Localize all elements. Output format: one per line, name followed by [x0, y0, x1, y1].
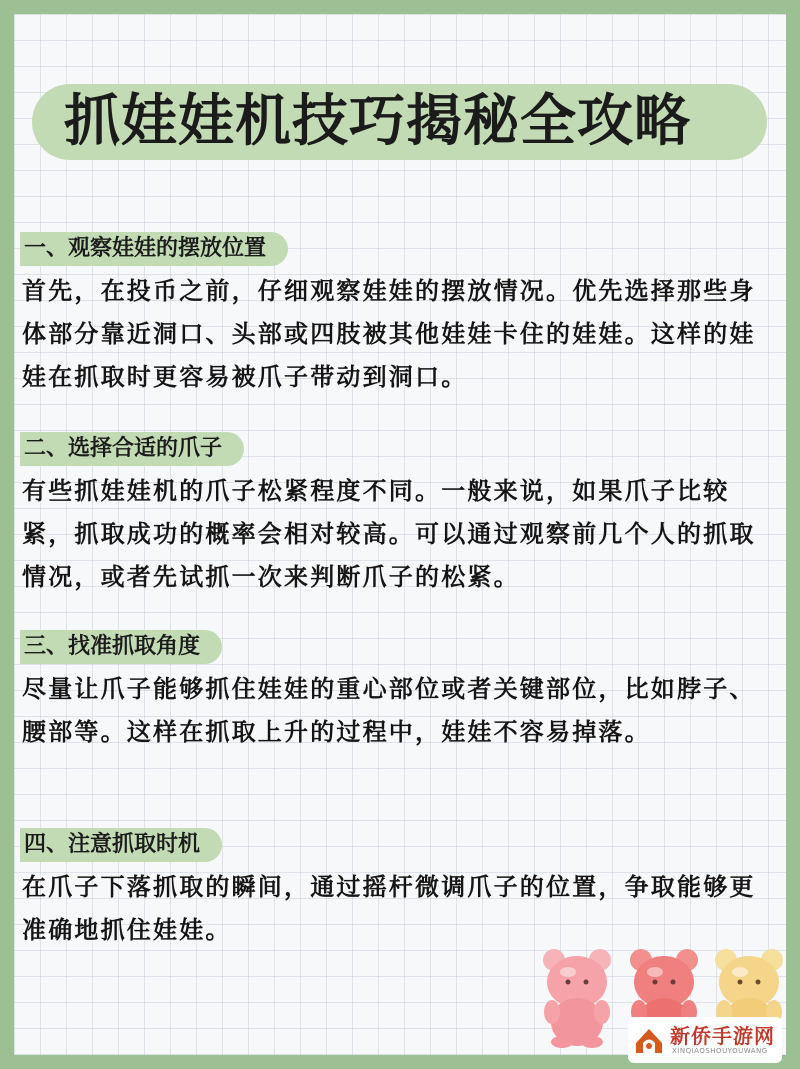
section-body: 有些抓娃娃机的爪子松紧程度不同。一般来说，如果爪子比较紧，抓取成功的概率会相对较高。可以通过观察前几个人的抓取情况，或者先试抓一次来判断爪子的松紧。 — [22, 477, 756, 591]
title-highlight — [32, 84, 767, 160]
section-heading-highlight — [20, 232, 288, 266]
section-body: 尽量让爪子能够抓住娃娃的重心部位或者关键部位，比如脖子、腰部等。这样在抓取上升的过程中，娃娃不容易掉落。 — [22, 675, 756, 746]
gummy-bear-pink-icon — [538, 942, 616, 1048]
note-page — [14, 14, 786, 1055]
section-body: 在爪子下落抓取的瞬间，通过摇杆微调爪子的位置，争取能够更准确地抓住娃娃。 — [22, 873, 756, 944]
section-heading-highlight — [20, 432, 244, 466]
section-heading-highlight — [20, 828, 222, 862]
section-heading: 四、注意抓取时机 — [24, 832, 201, 857]
section-heading: 三、找准抓取角度 — [24, 634, 201, 659]
section-2 — [20, 432, 780, 599]
site-watermark — [628, 1017, 782, 1063]
watermark-subtext: XINQIAOSHOUYOUWANG — [672, 1047, 768, 1055]
page-title: 抓娃娃机技巧揭秘全攻略 — [64, 89, 691, 154]
section-body: 首先，在投币之前，仔细观察娃娃的摆放情况。优先选择那些身体部分靠近洞口、头部或四肢被其他娃娃卡住的娃娃。这样的娃娃在抓取时更容易被爪子带动到洞口。 — [22, 277, 756, 391]
section-3 — [20, 630, 780, 754]
section-heading: 二、选择合适的爪子 — [24, 436, 223, 461]
section-heading-highlight — [20, 630, 222, 664]
watermark-text: 新侨手游网 — [670, 1024, 775, 1048]
site-logo-icon — [632, 1023, 666, 1057]
section-4 — [20, 828, 780, 952]
section-1 — [20, 232, 780, 399]
section-heading: 一、观察娃娃的摆放位置 — [24, 236, 267, 261]
